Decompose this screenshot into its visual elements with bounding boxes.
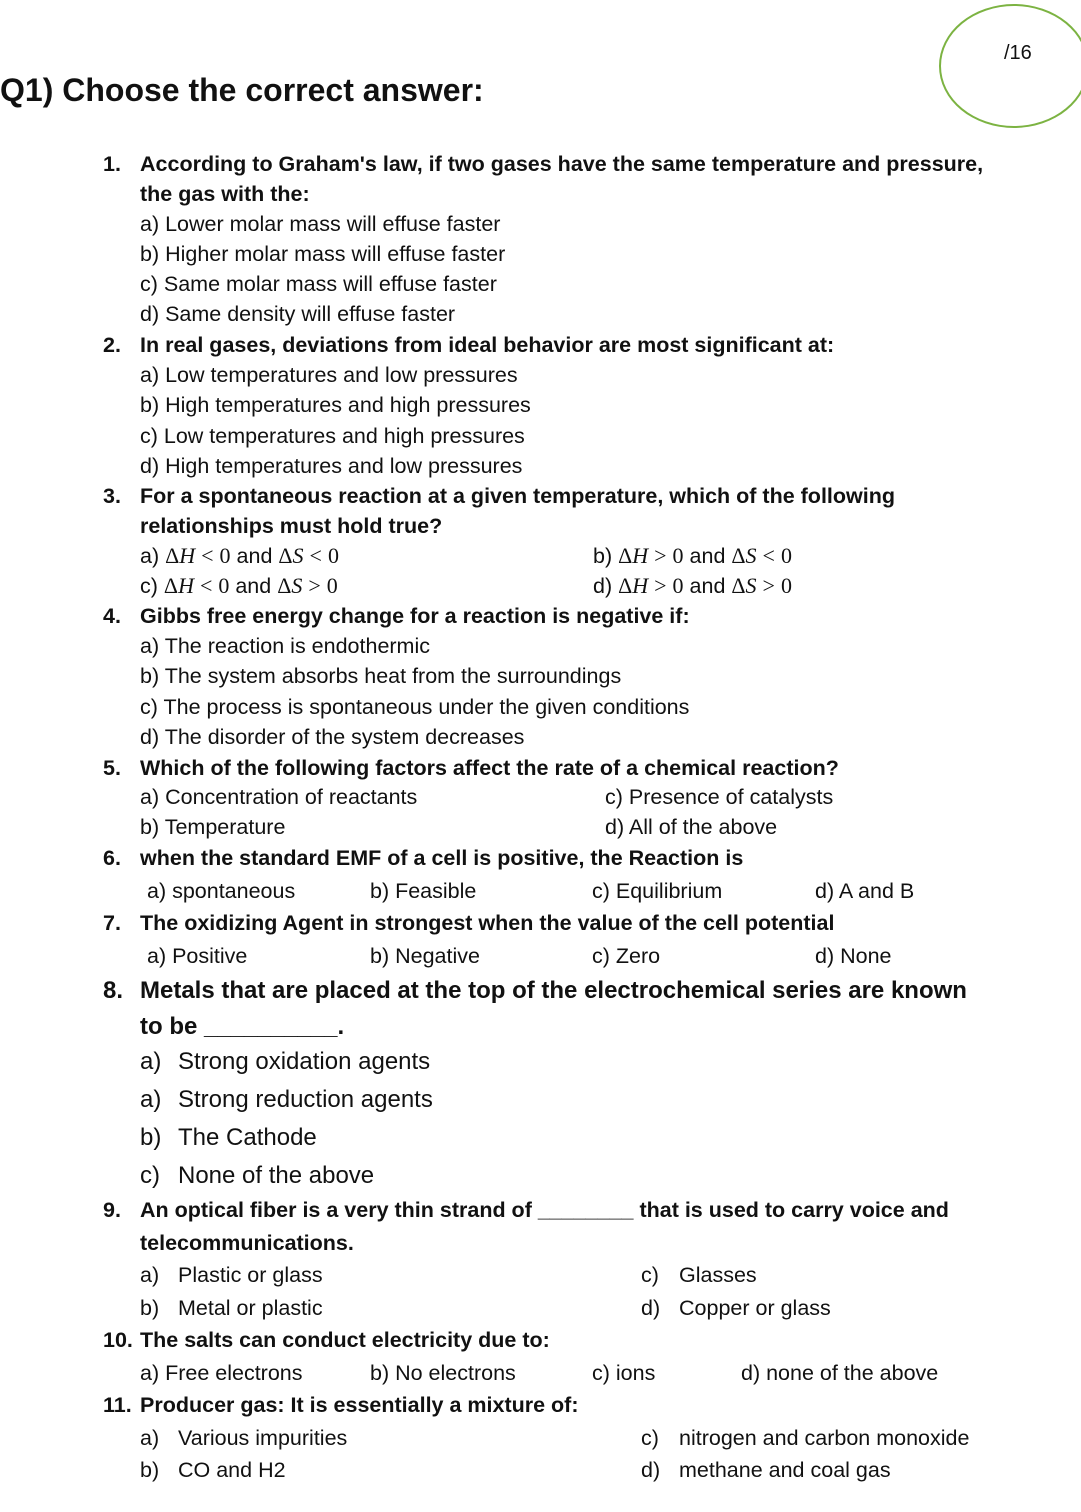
score-circle <box>939 4 1081 128</box>
and-word: and <box>236 544 273 568</box>
option-label: c) <box>641 1426 659 1450</box>
option: c) Same molar mass will effuse faster <box>140 272 497 296</box>
and-word: and <box>689 574 726 598</box>
option: c) Presence of catalysts <box>605 785 834 809</box>
option-label: a) <box>140 1048 162 1075</box>
option: nitrogen and carbon monoxide <box>679 1426 970 1450</box>
option-label: c) <box>641 1263 659 1287</box>
question-number: 10. <box>103 1328 133 1352</box>
relation-symbol: < <box>199 573 213 598</box>
enthalpy-symbol: H <box>178 573 194 598</box>
zero-value: 0 <box>218 573 230 598</box>
option: b) High temperatures and high pressures <box>140 393 531 417</box>
option: b) Feasible <box>370 879 477 903</box>
option: d) All of the above <box>605 815 778 839</box>
question-text: In real gases, deviations from ideal behavior are most significant at: <box>140 333 835 357</box>
option: d) Same density will effuse faster <box>140 302 456 326</box>
option: a) spontaneous <box>147 879 296 903</box>
option: Strong reduction agents <box>178 1086 433 1113</box>
question-text: relationships must hold true? <box>140 514 443 538</box>
option-label: d) <box>593 574 613 598</box>
enthalpy-symbol: H <box>632 573 649 598</box>
zero-value: 0 <box>327 543 339 568</box>
entropy-symbol: S <box>292 543 304 568</box>
entropy-symbol: S <box>745 573 757 598</box>
option: None of the above <box>178 1162 375 1189</box>
option-label: c) <box>140 1162 160 1189</box>
zero-value: 0 <box>326 573 338 598</box>
question-number: 3. <box>103 484 121 508</box>
option: d) none of the above <box>741 1361 939 1385</box>
option-math <box>593 573 792 599</box>
option-label: b) <box>593 544 613 568</box>
option: Glasses <box>679 1263 757 1287</box>
relation-symbol: < <box>762 543 775 568</box>
question-number: 11. <box>103 1393 132 1417</box>
option: a) Low temperatures and low pressures <box>140 363 518 387</box>
question-number: 1. <box>103 152 121 176</box>
option-label: a) <box>140 544 160 568</box>
option: a) Concentration of reactants <box>140 785 418 809</box>
option-label: b) <box>140 1458 160 1482</box>
question-number: 7. <box>103 911 121 935</box>
zero-value: 0 <box>672 543 684 568</box>
delta-symbol: Δ <box>731 573 746 598</box>
entropy-symbol: S <box>745 543 757 568</box>
and-word: and <box>235 574 272 598</box>
question-number: 9. <box>103 1198 121 1222</box>
delta-symbol: Δ <box>618 543 633 568</box>
option-label: a) <box>140 1086 162 1113</box>
option: b) Negative <box>370 944 480 968</box>
option: c) Low temperatures and high pressures <box>140 424 525 448</box>
relation-symbol: > <box>308 573 321 598</box>
delta-symbol: Δ <box>277 573 292 598</box>
option-label: a) <box>140 1426 160 1450</box>
option: Various impurities <box>178 1426 348 1450</box>
option: b) No electrons <box>370 1361 516 1385</box>
entropy-symbol: S <box>291 573 303 598</box>
option: c) Equilibrium <box>592 879 723 903</box>
option: c) ions <box>592 1361 656 1385</box>
question-text: Which of the following factors affect the rate of a chemical reaction? <box>140 756 839 780</box>
option: d) None <box>815 944 892 968</box>
relation-symbol: > <box>762 573 775 598</box>
option: a) Free electrons <box>140 1361 303 1385</box>
delta-symbol: Δ <box>163 573 179 598</box>
question-number: 8. <box>103 977 124 1004</box>
enthalpy-symbol: H <box>632 543 649 568</box>
question-number: 5. <box>103 756 121 780</box>
option-label: a) <box>140 1263 160 1287</box>
option: Metal or plastic <box>178 1296 323 1320</box>
question-number: 4. <box>103 604 121 628</box>
page-title: Q1) Choose the correct answer: <box>0 72 484 108</box>
relation-symbol: < <box>201 543 214 568</box>
option: Copper or glass <box>679 1296 831 1320</box>
option: a) Positive <box>147 944 248 968</box>
option: b) The system absorbs heat from the surroundings <box>140 664 622 688</box>
option: methane and coal gas <box>679 1458 891 1482</box>
zero-value: 0 <box>780 573 792 598</box>
question-text: Metals that are placed at the top of the electrochemical series are known <box>140 977 967 1004</box>
option-label: c) <box>140 574 158 598</box>
option: a) The reaction is endothermic <box>140 634 430 658</box>
option: c) Zero <box>592 944 661 968</box>
option-label: b) <box>140 1124 162 1151</box>
question-text: to be __________. <box>140 1013 345 1040</box>
option: CO and H2 <box>178 1458 286 1482</box>
option: a) Lower molar mass will effuse faster <box>140 212 501 236</box>
option-math <box>140 543 339 569</box>
question-text: According to Graham's law, if two gases have the same temperature and pressure, <box>140 152 984 176</box>
question-text: An optical fiber is a very thin strand of ________ that is used to carry voice and <box>140 1198 949 1222</box>
relation-symbol: < <box>309 543 322 568</box>
relation-symbol: > <box>654 543 667 568</box>
option: The Cathode <box>178 1124 317 1151</box>
option: d) High temperatures and low pressures <box>140 454 523 478</box>
option: d) The disorder of the system decreases <box>140 725 525 749</box>
option: Plastic or glass <box>178 1263 323 1287</box>
option: b) Higher molar mass will effuse faster <box>140 242 506 266</box>
and-word: and <box>689 544 726 568</box>
question-text: when the standard EMF of a cell is positive, the Reaction is <box>140 846 744 870</box>
delta-symbol: Δ <box>731 543 746 568</box>
relation-symbol: > <box>654 573 667 598</box>
question-text: The salts can conduct electricity due to: <box>140 1328 550 1352</box>
option: d) A and B <box>815 879 915 903</box>
question-text: Gibbs free energy change for a reaction is negative if: <box>140 604 690 628</box>
zero-value: 0 <box>219 543 231 568</box>
option-label: d) <box>641 1296 661 1320</box>
option: Strong oxidation agents <box>178 1048 431 1075</box>
option-label: b) <box>140 1296 160 1320</box>
question-number: 6. <box>103 846 121 870</box>
enthalpy-symbol: H <box>179 543 196 568</box>
delta-symbol: Δ <box>278 543 293 568</box>
option-label: d) <box>641 1458 661 1482</box>
option-math <box>593 543 792 569</box>
question-number: 2. <box>103 333 121 357</box>
question-text: For a spontaneous reaction at a given temperature, which of the following <box>140 484 895 508</box>
question-text: telecommunications. <box>140 1231 354 1255</box>
question-text: The oxidizing Agent in strongest when the value of the cell potential <box>140 911 835 935</box>
option: c) The process is spontaneous under the given conditions <box>140 695 690 719</box>
option: b) Temperature <box>140 815 286 839</box>
question-text: the gas with the: <box>140 182 310 206</box>
question-text: Producer gas: It is essentially a mixture of: <box>140 1393 579 1417</box>
zero-value: 0 <box>780 543 792 568</box>
delta-symbol: Δ <box>618 573 633 598</box>
delta-symbol: Δ <box>165 543 180 568</box>
option-math <box>140 573 338 599</box>
score-text: /16 <box>1004 42 1032 64</box>
zero-value: 0 <box>672 573 684 598</box>
